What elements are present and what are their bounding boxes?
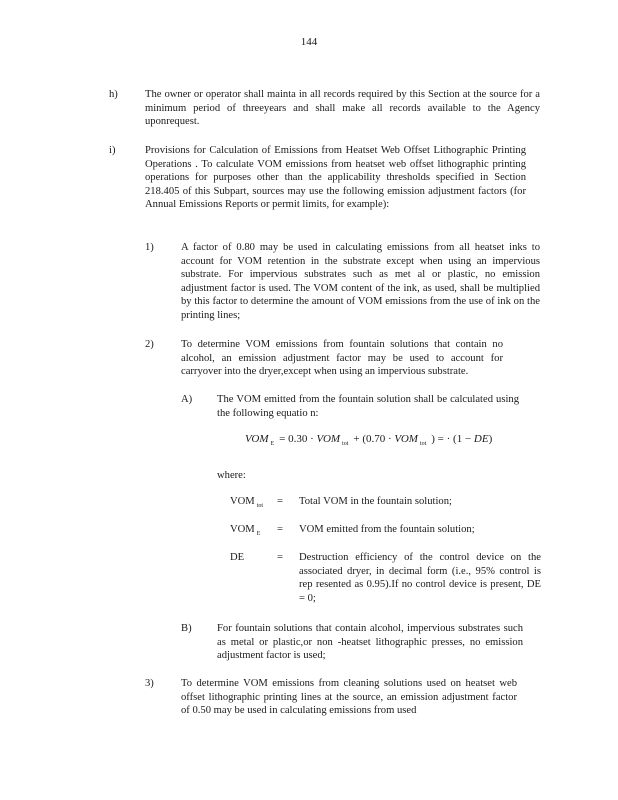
eq-lhs-sub: E	[270, 441, 275, 447]
item-3-label: 3)	[145, 678, 154, 689]
eq-part2: + (0.70 ·	[353, 433, 395, 445]
def-equals: =	[277, 524, 283, 535]
eq-part3: ) = · (1 −	[431, 433, 474, 445]
def-equals: =	[277, 496, 283, 507]
item-a-label: A)	[181, 394, 193, 405]
section-i-label: i)	[109, 145, 116, 156]
def-equals: =	[277, 552, 283, 563]
def-term-vom-e: VOM $_E$	[230, 524, 261, 537]
item-1-text: A factor of 0.80 may be used in calculating emissions from all heatset inks to account for VOM retention in the substrate except when using an impervious substrate. For impervious substrates such as met al or plastic, no emission adjustment factor is used. The VOM content of the ink, as used, shall be multiplied by this factor to determine the amount of VOM emissions from the use of ink on the printing lines;	[181, 242, 540, 321]
item-b-text: For fountain solutions that contain alcohol, impervious substrates such as metal or plastic,or non -heatset lithographic presses, no emission adjustment factor is used;	[217, 623, 523, 662]
section-h-text: The owner or operator shall mainta in all records required by this Section at the source for a minimum period of threeyears and shall make all records available to the Agency uponrequest.	[145, 89, 540, 128]
def-term-de: DE	[230, 552, 245, 563]
eq-lhs: VOM	[245, 433, 269, 445]
def-desc-vom-tot: Total VOM in the fountain solution;	[299, 496, 452, 507]
item-2-label: 2)	[145, 339, 154, 350]
vom-equation	[245, 433, 492, 452]
eq-var3: DE	[473, 433, 489, 445]
item-a-text: The VOM emitted from the fountain solution shall be calculated using the following equatio n:	[217, 394, 519, 419]
section-h-label: h)	[109, 89, 118, 100]
def-desc-de: Destruction efficiency of the control device on the associated dryer, in decimal form (i.e., 95% control is rep resented as 0.95).If no control device is present, DE = 0;	[299, 552, 541, 604]
item-b-label: B)	[181, 623, 192, 634]
eq-var2: VOM	[394, 433, 418, 445]
eq-part4: )	[488, 433, 493, 445]
page-number: 144	[300, 36, 318, 48]
where-label: where:	[217, 470, 246, 481]
def-desc-vom-e: VOM emitted from the fountain solution;	[299, 524, 475, 535]
eq-var1: VOM	[316, 433, 341, 445]
section-i-text: Provisions for Calculation of Emissions from Heatset Web Offset Lithographic Printing Operations . To calculate VOM emissions from heatset web offset lithographic printing operations for purposes other than the applicability thresholds specified in Section 218.405 of this Subpart, sources may use the following emission adjustment factors (for Annual Emissions Reports or permit limits, for example):	[145, 145, 526, 211]
item-3-text: To determine VOM emissions from cleaning solutions used on heatset web offset lithographic printing lines at the source, an emission adjustment factor of 0.50 may be used in calculating emissions from used	[181, 678, 517, 717]
item-1-label: 1)	[145, 242, 154, 253]
eq-sub2: tot	[419, 441, 427, 447]
eq-part1: = 0.30 ·	[279, 433, 317, 445]
def-term-vom-tot: VOM $_{tot}$	[230, 496, 264, 509]
item-2-text: To determine VOM emissions from fountain solutions that contain no alcohol, an emission adjustment factor may be used to account for carryover into the dryer,except when using an impervious substrate.	[181, 339, 503, 378]
eq-sub1: tot	[342, 441, 349, 447]
